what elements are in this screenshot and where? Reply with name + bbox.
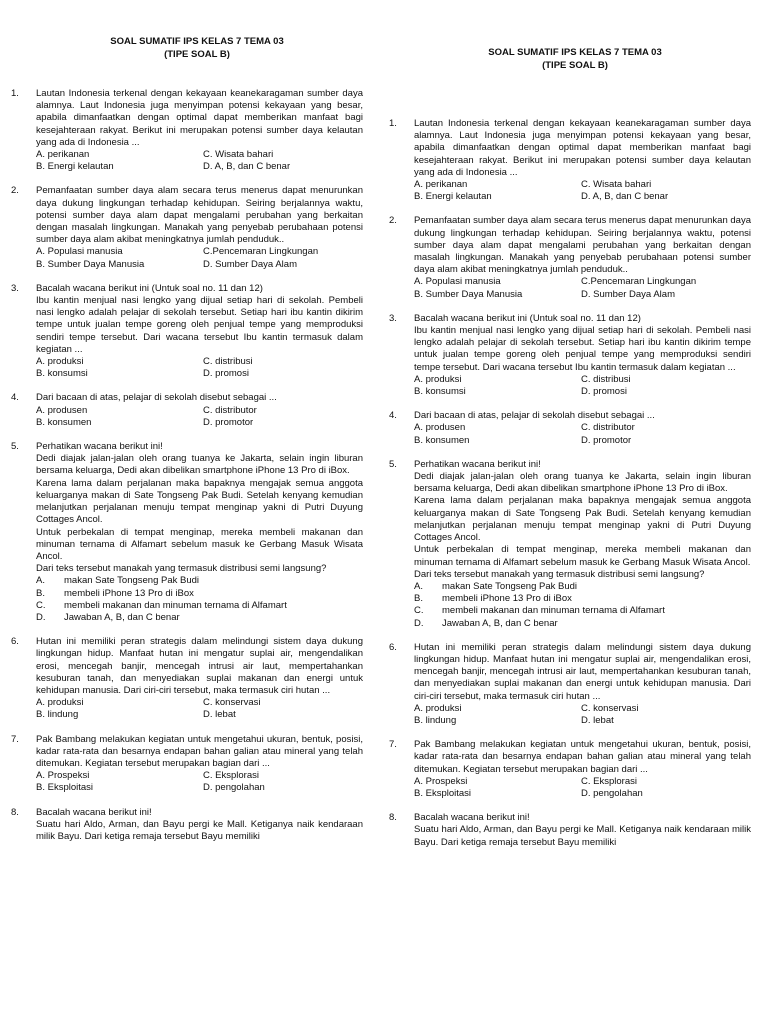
answer-option: D. promosi <box>581 386 627 398</box>
answer-option: D. lebat <box>581 714 614 726</box>
question-text: Untuk perbekalan di tempat menginap, mereka membeli makanan dan minuman ternama di Alfamart sebelum masuk ke Gerbang Masuk Wisata Ancol. <box>414 544 751 568</box>
answer-option <box>414 618 751 630</box>
answer-option: C. konservasi <box>581 702 639 714</box>
question-number: 6. <box>389 641 397 653</box>
question-body <box>414 642 751 727</box>
answer-option: A. Prospeksi <box>414 775 468 787</box>
answer-option: B. konsumen <box>36 416 92 428</box>
question-item <box>11 283 363 381</box>
question-item <box>11 441 363 624</box>
answer-option: D. Sumber Daya Alam <box>581 288 675 300</box>
question-text: Dari bacaan di atas, pelajar di sekolah disebut sebagai ... <box>414 410 655 422</box>
answer-option-text: membeli makanan dan minuman ternama di Alfamart <box>442 605 665 617</box>
answer-option: C. distributor <box>203 404 257 416</box>
question-number: 7. <box>11 733 19 745</box>
question-text: Hutan ini memiliki peran strategis dalam melindungi sistem daya dukung lingkungan hidup. Manfaat hutan ini mengatur suplai air, mengendalikan erosi, mencegah banjir, mencegah intrusi air laut, mempertahankan kesuburan tanah, dan menyediakan suplai makanan dan energi untuk kehidupan manusia. Dari ciri-ciri tersebut, maka termasuk ciri hutan ... <box>414 641 751 702</box>
question-text: Suatu hari Aldo, Arman, dan Bayu pergi ke Mall. Ketiganya naik kendaraan milik Bayu. Dari ketiga remaja tersebut Bayu memiliki <box>414 824 751 848</box>
answer-option: D. lebat <box>203 709 236 721</box>
answer-option: C. Eksplorasi <box>581 775 637 787</box>
question-text: Bacalah wacana berikut ini (Untuk soal no. 11 dan 12) <box>36 282 263 294</box>
question-item <box>389 812 751 849</box>
question-number: 6. <box>11 636 19 648</box>
answer-option: A. produsen <box>414 422 466 434</box>
answer-option <box>414 581 751 593</box>
answer-options <box>414 374 751 398</box>
answer-option: A. Populasi manusia <box>36 246 123 258</box>
question-text: Hutan ini memiliki peran strategis dalam melindungi sistem daya dukung lingkungan hidup. Manfaat hutan ini mengatur suplai air, mengendalikan erosi, mencegah banjir, mencegah intrusi air laut, mempertahankan kesuburan tanah, dan menyediakan suplai makanan dan energi untuk kehidupan manusia. Dari ciri-ciri tersebut, maka termasuk ciri hutan ... <box>36 636 363 696</box>
question-body <box>36 441 363 624</box>
question-number: 7. <box>389 739 397 751</box>
answer-option: B. Sumber Daya Manusia <box>414 288 523 300</box>
answer-option: B. konsumsi <box>36 368 88 380</box>
question-text: Bacalah wacana berikut ini! <box>414 812 530 824</box>
question-number: 8. <box>11 806 19 818</box>
question-item <box>389 642 751 727</box>
question-item <box>11 392 363 429</box>
answer-option: D. A, B, dan C benar <box>581 191 669 203</box>
answer-option: D. promotor <box>203 416 254 428</box>
question-text: Dari teks tersebut manakah yang termasuk distribusi semi langsung? <box>36 563 327 575</box>
question-text: Bacalah wacana berikut ini! <box>36 806 152 818</box>
worksheet-title: SOAL SUMATIF IPS KELAS 7 TEMA 03 <box>110 36 284 47</box>
answer-options <box>414 276 751 300</box>
answer-option: C. distribusi <box>203 356 253 368</box>
question-body <box>36 636 363 721</box>
question-text: Pemanfaatan sumber daya alam secara terus menerus dapat menurunkan daya dukung lingkungan terhadap kehidupan. Seiring berjalannya waktu, potensi sumber daya alam dapat mengalami perubahan yang berkaitan dengan masalah lingkungan. Manakah yang penyebab perubahaan potensi sumber daya alam akibat meningkatnya jumlah penduduk.. <box>414 215 751 276</box>
answer-option: A. Prospeksi <box>36 770 90 782</box>
answer-option: C. konservasi <box>203 697 261 709</box>
question-number: 3. <box>389 312 397 324</box>
answer-option: A. produksi <box>414 702 462 714</box>
answer-option-letter: D. <box>414 617 424 629</box>
answer-option: A. produsen <box>36 404 88 416</box>
answer-option: B. Eksploitasi <box>36 782 94 794</box>
answer-option: D. pengolahan <box>581 787 643 799</box>
answer-option-letter: C. <box>414 605 424 617</box>
answer-options <box>414 422 751 446</box>
question-text: Karena lama dalam perjalanan maka bapaknya mengajak semua anggota keluarganya makan di Sate Tongseng Pak Budi. Setelah kenyang kemudian melanjutkan perjalanan menuju tempat menginap yakni di Putri Duyung Cottages Ancol. <box>36 477 363 526</box>
answer-option: B. konsumsi <box>414 386 466 398</box>
question-item <box>389 118 751 203</box>
answer-option: C. distributor <box>581 422 635 434</box>
answer-option: D. promotor <box>581 434 632 446</box>
question-item <box>11 807 363 844</box>
question-text: Dedi diajak jalan-jalan oleh orang tuanya ke Jakarta, selain ingin liburan bersama keluarga, Dedi akan dibelikan smartphone iPhone 13 Pro di iBox. <box>36 453 363 477</box>
right-column <box>389 47 751 861</box>
question-body <box>36 283 363 381</box>
question-text: Untuk perbekalan di tempat menginap, mereka membeli makanan dan minuman ternama di Alfamart sebelum masuk ke Gerbang Masuk Wisata Ancol. <box>36 526 363 562</box>
question-text: Perhatikan wacana berikut ini! <box>414 458 541 470</box>
answer-option: C.Pencemaran Lingkungan <box>203 246 319 258</box>
answer-options <box>36 575 363 624</box>
answer-option: B. konsumen <box>414 434 470 446</box>
answer-option-text: makan Sate Tongseng Pak Budi <box>442 580 578 592</box>
question-item <box>389 215 751 300</box>
question-body <box>414 739 751 800</box>
question-item <box>11 185 363 270</box>
question-text: Bacalah wacana berikut ini (Untuk soal no. 11 dan 12) <box>414 312 641 324</box>
answer-option: B. Energi kelautan <box>414 191 492 203</box>
question-item <box>11 636 363 721</box>
worksheet-header <box>11 36 363 61</box>
question-number: 4. <box>11 392 19 404</box>
answer-option <box>36 612 363 624</box>
question-text: Dedi diajak jalan-jalan oleh orang tuanya ke Jakarta, selain ingin liburan bersama keluarga, Dedi akan dibelikan smartphone iPhone 13 Pro di iBox. <box>414 471 751 495</box>
answer-option: B. lindung <box>414 714 457 726</box>
answer-option-letter: A. <box>414 580 423 592</box>
question-number: 8. <box>389 812 397 824</box>
answer-option: A. produksi <box>414 373 462 385</box>
answer-option-letter: B. <box>36 587 45 599</box>
question-text: Ibu kantin menjual nasi lengko yang dijual setiap hari di sekolah. Pembeli nasi lengko adalah pelajar di sekolah tersebut. Setiap hari ibu kantin dikirim tempe untuk jualan tempe goreng oleh penjual tempe yang memproduksi sendiri tempe tersebut. Dari wacana tersebut Ibu kantin termasuk dalam kegiatan ... <box>414 325 751 373</box>
question-item <box>389 313 751 398</box>
question-text: Pak Bambang melakukan kegiatan untuk mengetahui ukuran, bentuk, posisi, kadar rata-rata dan besarnya endapan bahan galian atau mineral yang telah ditemukan. Kegiatan tersebut merupakan bagian dari ... <box>414 739 751 775</box>
question-text: Suatu hari Aldo, Arman, dan Bayu pergi ke Mall. Ketiganya naik kendaraan milik Bayu. Dari ketiga remaja tersebut Bayu memiliki <box>36 818 363 842</box>
answer-options <box>414 581 751 630</box>
answer-option <box>36 600 363 612</box>
question-item <box>11 88 363 173</box>
question-number: 1. <box>11 88 19 99</box>
answer-option-text: membeli makanan dan minuman ternama di Alfamart <box>64 599 287 611</box>
answer-option: A. perikanan <box>36 149 90 161</box>
worksheet-title: SOAL SUMATIF IPS KELAS 7 TEMA 03 <box>488 47 662 58</box>
answer-option: D. Sumber Daya Alam <box>203 258 297 270</box>
question-number: 4. <box>389 410 397 422</box>
answer-option: C.Pencemaran Lingkungan <box>581 276 697 288</box>
question-body <box>414 410 751 447</box>
question-body <box>414 215 751 300</box>
answer-options <box>414 179 751 203</box>
question-number: 5. <box>389 458 397 470</box>
question-text: Lautan Indonesia terkenal dengan kekayaan keanekaragaman sumber daya alamnya. Laut Indonesia juga menyimpan potensi kekayaan yang besar, apabila dimanfaatkan dengan optimal dapat memberikan manfaat bagi kesejahteraan rakyat. Berikut ini merupakan potensi sumber daya kelautan yang ada di Indonesia ... <box>414 118 751 178</box>
question-text: Lautan Indonesia terkenal dengan kekayaan keanekaragaman sumber daya alamnya. Laut Indonesia juga menyimpan potensi kekayaan yang besar, apabila dimanfaatkan dengan optimal dapat memberikan manfaat bagi kesejahteraan rakyat. Berikut ini merupakan potensi sumber daya kelautan yang ada di Indonesia ... <box>36 88 363 148</box>
answer-option-letter: D. <box>36 611 46 623</box>
question-body <box>414 459 751 630</box>
question-text: Karena lama dalam perjalanan maka bapaknya mengajak semua anggota keluarganya makan di Sate Tongseng Pak Budi. Setelah kenyang kemudian melanjutkan perjalanan menuju tempat menginap yakni di Putri Duyung Cottages Ancol. <box>414 495 751 544</box>
answer-option: D. pengolahan <box>203 782 265 794</box>
answer-option-text: Jawaban A, B, dan C benar <box>64 611 180 623</box>
question-item <box>11 734 363 795</box>
question-item <box>389 739 751 800</box>
answer-option-letter: A. <box>36 575 45 587</box>
answer-options <box>36 697 363 721</box>
answer-option <box>36 575 363 587</box>
answer-option: D. promosi <box>203 368 249 380</box>
answer-option: B. Eksploitasi <box>414 787 472 799</box>
answer-option: B. lindung <box>36 709 79 721</box>
answer-options <box>414 776 751 800</box>
answer-option: B. Sumber Daya Manusia <box>36 258 145 270</box>
answer-option: A. perikanan <box>414 179 468 191</box>
question-body <box>36 734 363 795</box>
answer-option-text: Jawaban A, B, dan C benar <box>442 617 558 629</box>
question-text: Ibu kantin menjual nasi lengko yang dijual setiap hari di sekolah. Pembeli nasi lengko adalah pelajar di sekolah tersebut. Setiap hari ibu kantin dikirim tempe untuk jualan tempe goreng oleh penjual tempe yang memproduksi sendiri tempe tersebut. Dari wacana tersebut Ibu kantin termasuk dalam kegiatan ... <box>36 295 363 355</box>
worksheet-subtitle: (TIPE SOAL B) <box>164 48 230 60</box>
answer-option-letter: B. <box>414 593 423 605</box>
question-text: Pemanfaatan sumber daya alam secara terus menerus dapat menurunkan daya dukung lingkungan terhadap kehidupan. Seiring berjalannya waktu, potensi sumber daya alam dapat mengalami perubahan yang berkaitan dengan masalah lingkungan. Manakah yang penyebab perubahaan potensi sumber daya alam akibat meningkatnya jumlah penduduk.. <box>36 185 363 246</box>
answer-option: A. produksi <box>36 356 84 368</box>
answer-option-text: membeli iPhone 13 Pro di iBox <box>442 593 572 605</box>
question-item <box>389 459 751 630</box>
question-body <box>36 807 363 844</box>
question-body <box>36 392 363 429</box>
question-number: 5. <box>11 441 19 453</box>
question-body <box>414 118 751 203</box>
answer-options <box>36 405 363 429</box>
question-body <box>414 313 751 398</box>
answer-options <box>414 703 751 727</box>
answer-option <box>36 588 363 600</box>
answer-options <box>36 770 363 794</box>
answer-option <box>414 605 751 617</box>
question-number: 3. <box>11 282 19 294</box>
answer-option-letter: C. <box>36 599 46 611</box>
answer-option: A. Populasi manusia <box>414 276 501 288</box>
question-text: Perhatikan wacana berikut ini! <box>36 441 163 453</box>
question-body <box>36 185 363 270</box>
answer-option: A. produksi <box>36 697 84 709</box>
question-number: 2. <box>11 185 19 197</box>
worksheet-subtitle: (TIPE SOAL B) <box>542 59 608 71</box>
question-text: Dari bacaan di atas, pelajar di sekolah disebut sebagai ... <box>36 392 277 404</box>
question-body <box>414 812 751 849</box>
question-number: 2. <box>389 215 397 227</box>
answer-option-text: makan Sate Tongseng Pak Budi <box>64 575 200 587</box>
left-column <box>11 36 363 855</box>
question-text: Pak Bambang melakukan kegiatan untuk mengetahui ukuran, bentuk, posisi, kadar rata-rata dan besarnya endapan bahan galian atau mineral yang telah ditemukan. Kegiatan tersebut merupakan bagian dari ... <box>36 733 363 769</box>
answer-option: C. Wisata bahari <box>581 179 652 191</box>
answer-option: C. Eksplorasi <box>203 770 259 782</box>
question-body <box>36 88 363 173</box>
answer-option-text: membeli iPhone 13 Pro di iBox <box>64 587 194 599</box>
question-number: 1. <box>389 118 397 129</box>
question-item <box>389 410 751 447</box>
answer-option: D. A, B, dan C benar <box>203 161 291 173</box>
answer-option: C. Wisata bahari <box>203 149 274 161</box>
worksheet-header <box>389 47 751 72</box>
answer-options <box>36 149 363 173</box>
answer-options <box>36 246 363 270</box>
answer-option: B. Energi kelautan <box>36 161 114 173</box>
question-text: Dari teks tersebut manakah yang termasuk distribusi semi langsung? <box>414 568 705 580</box>
answer-options <box>36 356 363 380</box>
answer-option <box>414 593 751 605</box>
answer-option: C. distribusi <box>581 373 631 385</box>
